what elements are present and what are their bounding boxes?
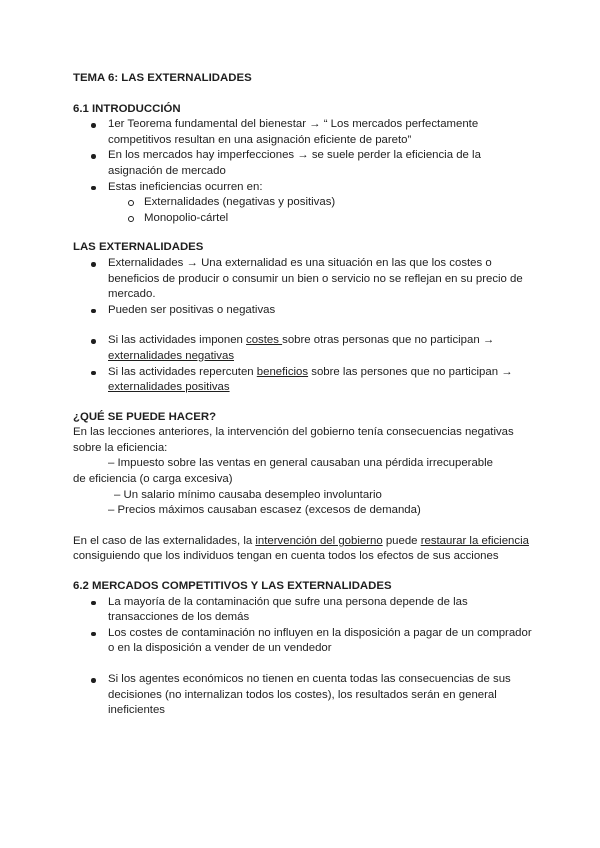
section-heading-introduccion: 6.1 INTRODUCCIÓN [73, 102, 181, 115]
externalidades-bullet-list-2 [73, 333, 533, 395]
dash-item: – Precios máximos causaban escasez (excesos de demanda) [108, 504, 421, 517]
underlined-term: costes [246, 334, 283, 347]
list-item: Estas ineficiencias ocurren en: [73, 180, 533, 196]
list-item: La mayoría de la contaminación que sufre una persona depende de las transacciones de los demás [73, 595, 533, 626]
sub-list-item: Monopolio-cártel [73, 211, 533, 227]
paragraph: En las lecciones anteriores, la intervención del gobierno tenía consecuencias negativas sobre la eficiencia: [73, 426, 514, 454]
list-item: 1er Teorema fundamental del bienestar → “ Los mercados perfectamente competitivos resultan en una asignación eficiente de pareto” [73, 117, 533, 148]
mercados-bullet-list-2 [73, 672, 533, 719]
dash-item: – Un salario mínimo causaba desempleo involuntario [114, 488, 382, 501]
underlined-term: externalidades negativas [108, 349, 235, 362]
list-item: En los mercados hay imperfecciones → se suele perder la eficiencia de la asignación de mercado [73, 148, 533, 179]
underlined-term: restaurar la eficiencia [420, 534, 529, 547]
section-heading-mercados-competitivos: 6.2 MERCADOS COMPETITIVOS Y LAS EXTERNALIDADES [73, 580, 392, 593]
section-heading-externalidades: LAS EXTERNALIDADES [73, 241, 204, 254]
list-item: Si los agentes económicos no tienen en cuenta todas las consecuencias de sus decisiones (no internalizan todos los costes), los resultados serán en general ineficientes [73, 672, 533, 719]
dash-item-continuation: de eficiencia (o carga excesiva) [73, 473, 233, 486]
section-heading-que-hacer: ¿QUÉ SE PUEDE HACER? [73, 410, 217, 423]
list-item: Los costes de contaminación no influyen en la disposición a pagar de un comprador o en la disposición a vender de un vendedor [73, 626, 533, 657]
sub-list-item: Externalidades (negativas y positivas) [73, 195, 533, 211]
underlined-term: beneficios [256, 365, 309, 378]
intro-bullet-list [73, 117, 533, 226]
list-item: Externalidades → Una externalidad es una situación en las que los costes o beneficios de producir o consumir un bien o servicio no se reflejan en su precio de mercado. [73, 256, 533, 303]
underlined-term: intervención del gobierno [255, 534, 383, 547]
document-content [73, 71, 533, 719]
dash-item: – Impuesto sobre las ventas en general causaban una pérdida irrecuperable [108, 457, 494, 470]
mercados-bullet-list [73, 595, 533, 657]
paragraph: En el caso de las externalidades, la intervención del gobierno puede restaurar la eficiencia consiguiendo que los individuos tengan en cuenta todos los efectos de sus acciones [73, 534, 529, 563]
externalidades-bullet-list [73, 256, 533, 318]
list-item: Si las actividades repercuten beneficios sobre las persones que no participan → externalidades positivas [73, 365, 533, 396]
list-item: Pueden ser positivas o negativas [73, 303, 533, 319]
underlined-term: externalidades positivas [108, 381, 230, 394]
list-item: Si las actividades imponen costes sobre otras personas que no participan → externalidades negativas [73, 333, 533, 364]
document-title: TEMA 6: LAS EXTERNALIDADES [73, 72, 252, 84]
